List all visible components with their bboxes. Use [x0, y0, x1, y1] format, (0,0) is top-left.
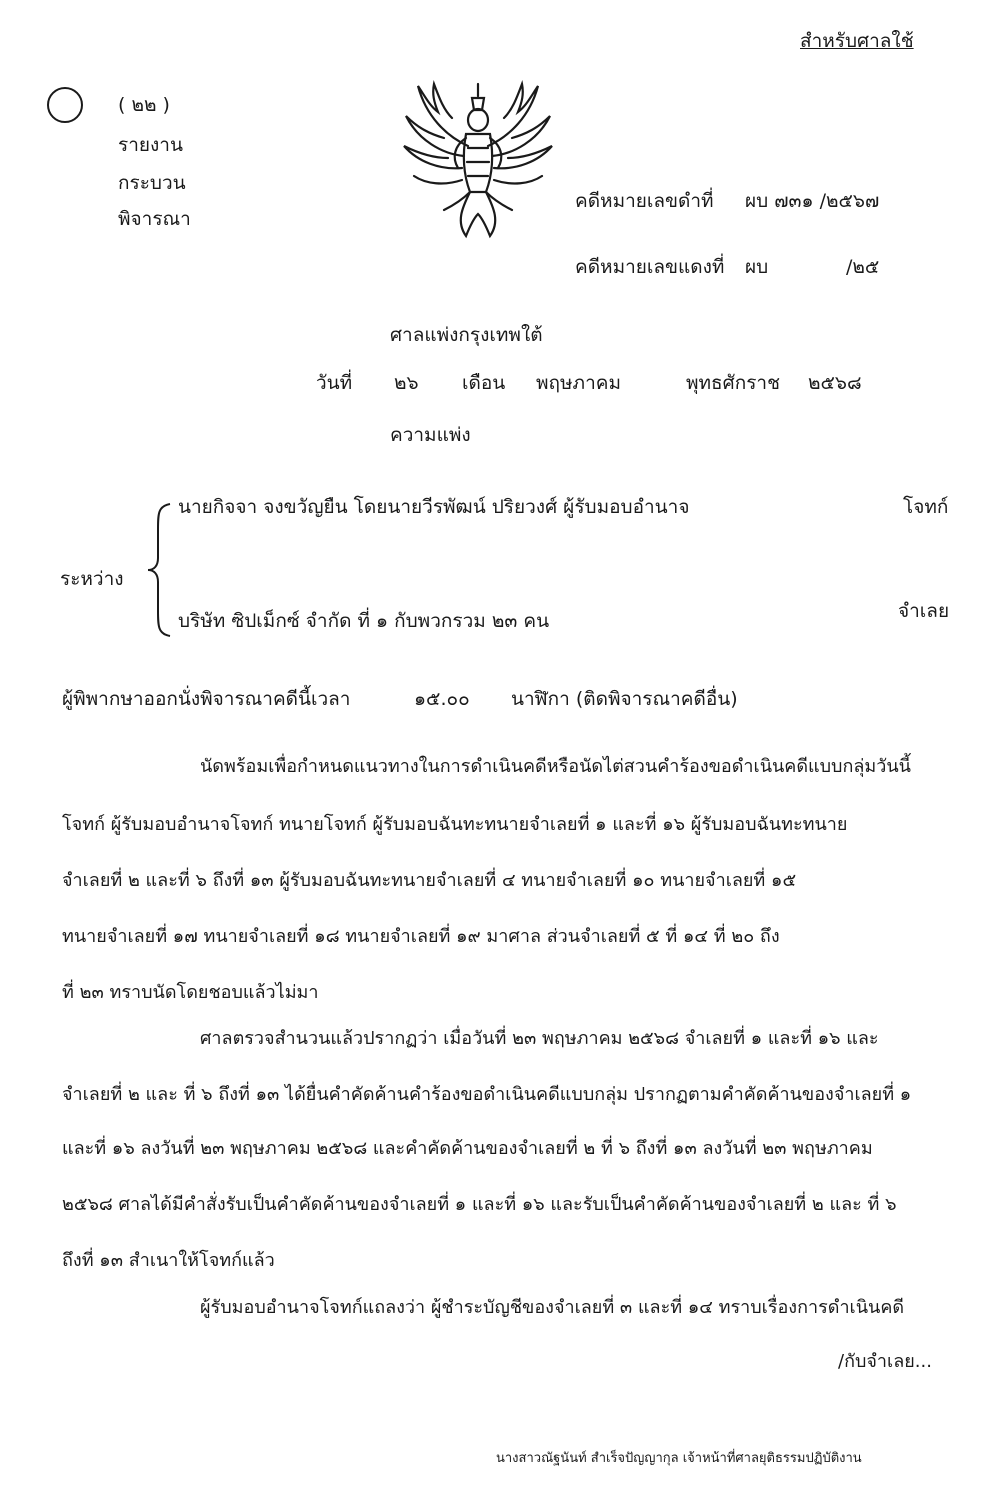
p1-line-1: นัดพร้อมเพื่อกำหนดแนวทางในการดำเนินคดีหรือนัดไต่สวนคำร้องขอดำเนินคดีแบบกลุ่มวันนี้ [200, 756, 911, 777]
garuda-emblem-icon [396, 76, 560, 246]
hole-punch-circle [46, 86, 84, 124]
defendant-role: จำเลย [898, 600, 950, 622]
date-year-label: พุทธศักราช [686, 372, 780, 394]
red-case-suffix: /๒๕ [846, 256, 880, 278]
date-month: พฤษภาคม [536, 372, 621, 394]
date-day-label: วันที่ [316, 372, 353, 394]
p2-line-1: ศาลตรวจสำนวนแล้วปรากฏว่า เมื่อวันที่ ๒๓ พฤษภาคม ๒๕๖๘ จำเลยที่ ๑ และที่ ๑๖ และ [200, 1028, 879, 1049]
court-name: ศาลแพ่งกรุงเทพใต้ [390, 324, 543, 346]
party-brace [146, 500, 174, 640]
officer-footer: นางสาวณัฐนันท์ สำเร็จปัญญากุล เจ้าหน้าที่ศาลยุติธรรมปฏิบัติงาน [496, 1451, 862, 1466]
form-title-line-2: กระบวน [118, 172, 186, 194]
p3-line-1: ผู้รับมอบอำนาจโจทก์แถลงว่า ผู้ชำระบัญชีของจำเลยที่ ๓ และที่ ๑๔ ทราบเรื่องการดำเนินคดี [200, 1297, 905, 1318]
plaintiff-role: โจทก์ [903, 496, 949, 518]
session-time: ๑๕.๐๐ [414, 688, 470, 710]
p1-line-3: จำเลยที่ ๒ และที่ ๖ ถึงที่ ๑๓ ผู้รับมอบฉันทะทนายจำเลยที่ ๔ ทนายจำเลยที่ ๑๐ ทนายจำเลยที่ ๑๕ [62, 870, 797, 891]
session-suffix: นาฬิกา (ติดพิจารณาคดีอื่น) [511, 688, 738, 710]
p2-line-5: ถึงที่ ๑๓ สำเนาให้โจทก์แล้ว [62, 1250, 275, 1271]
p1-line-2: โจทก์ ผู้รับมอบอำนาจโจทก์ ทนายโจทก์ ผู้รับมอบฉันทะทนายจำเลยที่ ๑ และที่ ๑๖ ผู้รับมอบฉันทะทนาย [62, 814, 848, 835]
p1-line-5: ที่ ๒๓ ทราบนัดโดยชอบแล้วไม่มา [62, 982, 319, 1003]
plaintiff-name: นายกิจจา จงขวัญยืน โดยนายวีรพัฒน์ ปริยวงศ์ ผู้รับมอบอำนาจ [178, 496, 690, 518]
p2-line-4: ๒๕๖๘ ศาลได้มีคำสั่งรับเป็นคำคัดค้านของจำเลยที่ ๑ และที่ ๑๖ และรับเป็นคำคัดค้านของจำเลยที่ ๒ และ ที่ ๖ [62, 1194, 897, 1215]
date-month-label: เดือน [462, 372, 506, 394]
black-case-label: คดีหมายเลขดำที่ [575, 190, 714, 212]
p1-line-4: ทนายจำเลยที่ ๑๗ ทนายจำเลยที่ ๑๘ ทนายจำเลยที่ ๑๙ มาศาล ส่วนจำเลยที่ ๕ ที่ ๑๔ ที่ ๒๐ ถึง [62, 926, 780, 947]
date-year: ๒๕๖๘ [808, 372, 862, 394]
p2-line-2: จำเลยที่ ๒ และ ที่ ๖ ถึงที่ ๑๓ ได้ยื่นคำคัดค้านคำร้องขอดำเนินคดีแบบกลุ่ม ปรากฏตามคำคัดค้านของจำเลยที่ ๑ [62, 1084, 912, 1105]
p2-line-3: และที่ ๑๖ ลงวันที่ ๒๓ พฤษภาคม ๒๕๖๘ และคำคัดค้านของจำเลยที่ ๒ ที่ ๖ ถึงที่ ๑๓ ลงวันที่ ๒๓ พฤษภาคม [62, 1138, 873, 1159]
form-number: ( ๒๒ ) [118, 94, 170, 116]
court-use-label: สำหรับศาลใช้ [800, 30, 914, 52]
red-case-label: คดีหมายเลขแดงที่ [575, 256, 725, 278]
black-case-value: ผบ ๗๓๑ /๒๕๖๗ [745, 190, 880, 212]
continuation-note: /กับจำเลย... [838, 1351, 932, 1372]
form-title-line-1: รายงาน [118, 134, 183, 156]
red-case-prefix: ผบ [745, 256, 769, 278]
session-prefix: ผู้พิพากษาออกนั่งพิจารณาคดีนี้เวลา [62, 688, 351, 710]
form-title-line-3: พิจารณา [118, 208, 191, 230]
case-type: ความแพ่ง [390, 424, 471, 446]
defendant-name: บริษัท ซิปเม็กซ์ จำกัด ที่ ๑ กับพวกรวม ๒๓ คน [178, 610, 550, 632]
between-label: ระหว่าง [60, 568, 124, 590]
date-day: ๒๖ [394, 372, 419, 394]
